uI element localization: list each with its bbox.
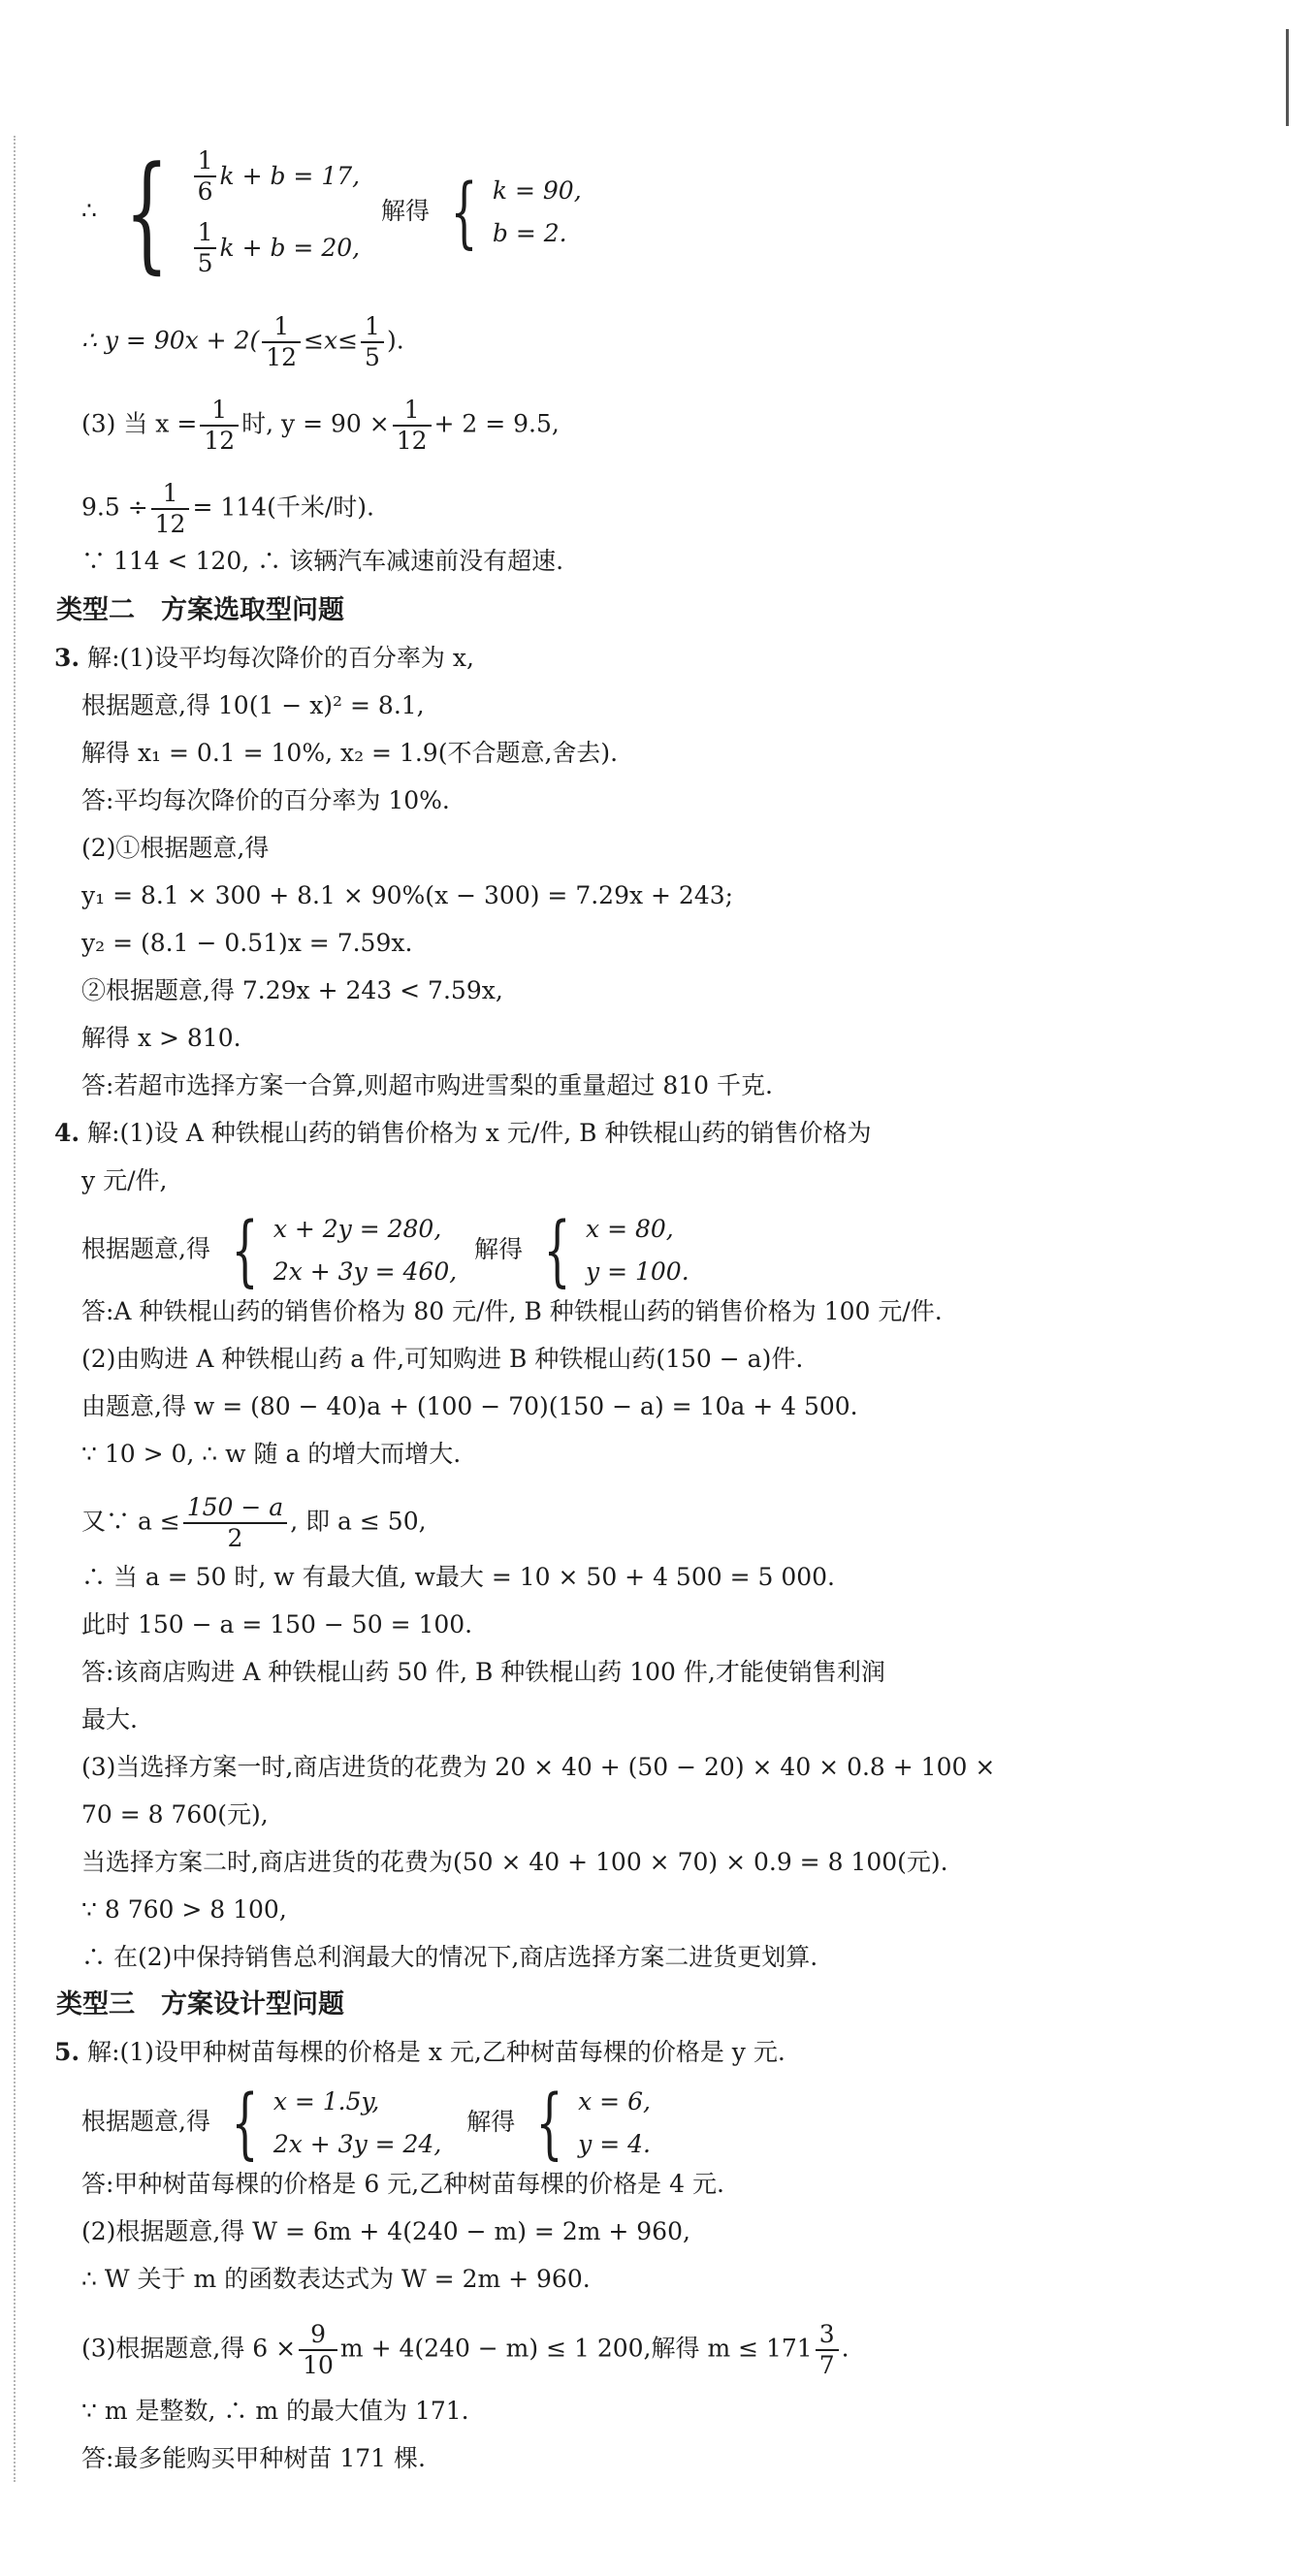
q3-line-4: 答:平均每次降价的百分率为 10%. <box>81 786 450 814</box>
section-heading-type3: 类型三 方案设计型问题 <box>56 1989 344 2019</box>
q3-line-9: 解得 x > 810. <box>81 1024 241 1052</box>
q4-line-answer2: 答:该商店购进 A 种铁棍山药 50 件, B 种铁棍山药 100 件,才能使销售利润 <box>81 1658 885 1686</box>
kb-equation-1: $\frac{1}{6}$ k + b = 17, <box>191 141 361 212</box>
q5-solution-system: { x = 6, y = 4. <box>535 2078 651 2168</box>
speed-calculation: 9.5 ÷ $\frac{1}{12}$ = 114(千米/时). <box>81 479 374 538</box>
q4-line-1: 4. 解:(1)设 A 种铁棍山药的销售价格为 x 元/件, B 种铁棍山药的销售价格为 <box>54 1119 872 1147</box>
left-brace: { <box>535 2078 563 2168</box>
q4-system: 根据题意,得 { x + 2y = 280, 2x + 3y = 460, 解得 { x = 80, y = 100. <box>81 1205 689 1295</box>
section-heading-type2: 类型二 方案选取型问题 <box>56 595 344 625</box>
q4-line-2: y 元/件, <box>81 1166 168 1194</box>
q5-system: 根据题意,得 { x = 1.5y, 2x + 3y = 24, 解得 { x = 6, y = 4. <box>81 2078 651 2168</box>
left-brace: { <box>450 167 478 257</box>
q4-line-answer2-cont: 最大. <box>81 1705 138 1733</box>
q4-line-b-count: 此时 150 − a = 150 − 50 = 100. <box>81 1610 473 1638</box>
q3-line-3: 解得 x₁ = 0.1 = 10%, x₂ = 1.9(不合题意,舍去). <box>81 739 619 767</box>
kb-solution <box>437 167 582 257</box>
function-expression: ∴ y = 90x + 2( $\frac{1}{12}$ ≤x≤ $\frac{1}{5}$ ). <box>81 312 404 371</box>
q3-line-1: 3. 解:(1)设平均每次降价的百分率为 x, <box>54 644 474 672</box>
kb-system <box>105 141 360 284</box>
q4-line-compare: ∵ 8 760 > 8 100, <box>81 1895 287 1924</box>
left-brace: { <box>231 2078 259 2168</box>
question-number: 3. <box>54 644 80 672</box>
left-brace: { <box>124 139 169 286</box>
q3-line-2: 根据题意,得 10(1 − x)² = 8.1, <box>81 691 425 719</box>
q4-line-part2: (2)由购进 A 种铁棍山药 a 件,可知购进 B 种铁棍山药(150 − a)件. <box>81 1345 804 1373</box>
kb-equation-2: $\frac{1}{5}$ k + b = 20, <box>191 212 361 284</box>
q5-inequality: (3)根据题意,得 6 × $\frac{9}{10}$ m + 4(240 − m) ≤ 1 200,解得 m ≤ 171 $\frac{3}{7}$ . <box>81 2320 849 2379</box>
q4-line-plan1: (3)当选择方案一时,商店进货的花费为 20 × 40 + (50 − 20) × 40 × 0.8 + 100 × <box>81 1753 996 1781</box>
q3-line-10: 答:若超市选择方案一合算,则超市购进雪梨的重量超过 810 千克. <box>81 1071 773 1099</box>
k-value: k = 90, <box>492 176 582 205</box>
q4-solution-system: { x = 80, y = 100. <box>543 1205 689 1295</box>
q4-equation-system: { x + 2y = 280, 2x + 3y = 460, <box>231 1205 458 1295</box>
q4-inequality: 又∵ a ≤ $\frac{150 - a}{2}$ , 即 a ≤ 50, <box>81 1493 427 1552</box>
q4-line-max: ∴ 当 a = 50 时, w 有最大值, w最大 = 10 × 50 + 4 500 = 5 000. <box>81 1563 836 1591</box>
q5-line-function: (2)根据题意,得 W = 6m + 4(240 − m) = 2m + 960, <box>81 2217 690 2245</box>
q5-line-1: 5. 解:(1)设甲种树苗每棵的价格是 x 元,乙种树苗每棵的价格是 y 元. <box>54 2038 785 2066</box>
question-number: 4. <box>54 1119 80 1147</box>
q4-line-plan1-cont: 70 = 8 760(元), <box>81 1800 269 1829</box>
q4-line-increasing: ∵ 10 > 0, ∴ w 随 a 的增大而增大. <box>81 1440 462 1468</box>
q5-equation-system: { x = 1.5y, 2x + 3y = 24, <box>231 2078 442 2168</box>
solve-label: 解得 <box>381 196 431 225</box>
q3-line-7: y₂ = (8.1 − 0.51)x = 7.59x. <box>81 929 413 957</box>
q4-line-conclusion: ∴ 在(2)中保持销售总利润最大的情况下,商店选择方案二进货更划算. <box>81 1943 818 1971</box>
q3-line-6: y₁ = 8.1 × 300 + 8.1 × 90%(x − 300) = 7.29x + 243; <box>81 881 734 909</box>
left-brace: { <box>231 1205 259 1295</box>
binding-margin-line <box>14 136 16 2482</box>
q5-line-answer-final: 答:最多能购买甲种树苗 171 棵. <box>81 2444 426 2472</box>
q5-line-expression: ∴ W 关于 m 的函数表达式为 W = 2m + 960. <box>81 2265 591 2293</box>
q3-line-8: ②根据题意,得 7.29x + 243 < 7.59x, <box>81 976 503 1004</box>
q4-line-plan2: 当选择方案二时,商店进货的花费为(50 × 40 + 100 × 70) × 0.9 = 8 100(元). <box>81 1848 948 1876</box>
q5-line-answer1: 答:甲种树苗每棵的价格是 6 元,乙种树苗每棵的价格是 4 元. <box>81 2170 724 2198</box>
q4-line-answer1: 答:A 种铁棍山药的销售价格为 80 元/件, B 种铁棍山药的销售价格为 100 元/件. <box>81 1297 943 1325</box>
left-brace: { <box>543 1205 571 1295</box>
q4-line-profit: 由题意,得 w = (80 − 40)a + (100 − 70)(150 − a) = 10a + 4 500. <box>81 1392 858 1420</box>
therefore-symbol: ∴ <box>81 196 97 225</box>
system-equations-kb <box>81 141 582 284</box>
b-value: b = 2. <box>492 219 567 247</box>
question-number: 5. <box>54 2038 80 2066</box>
q3-line-5: (2)①根据题意,得 <box>81 834 270 862</box>
speed-conclusion: ∵ 114 < 120, ∴ 该辆汽车减速前没有超速. <box>81 547 564 575</box>
page-edge-mark <box>1286 29 1289 126</box>
part3-evaluation: (3) 当 x = $\frac{1}{12}$ 时, y = 90 × $\frac{1}{12}$ + 2 = 9.5, <box>81 396 560 455</box>
q5-line-integer: ∵ m 是整数, ∴ m 的最大值为 171. <box>81 2397 469 2425</box>
